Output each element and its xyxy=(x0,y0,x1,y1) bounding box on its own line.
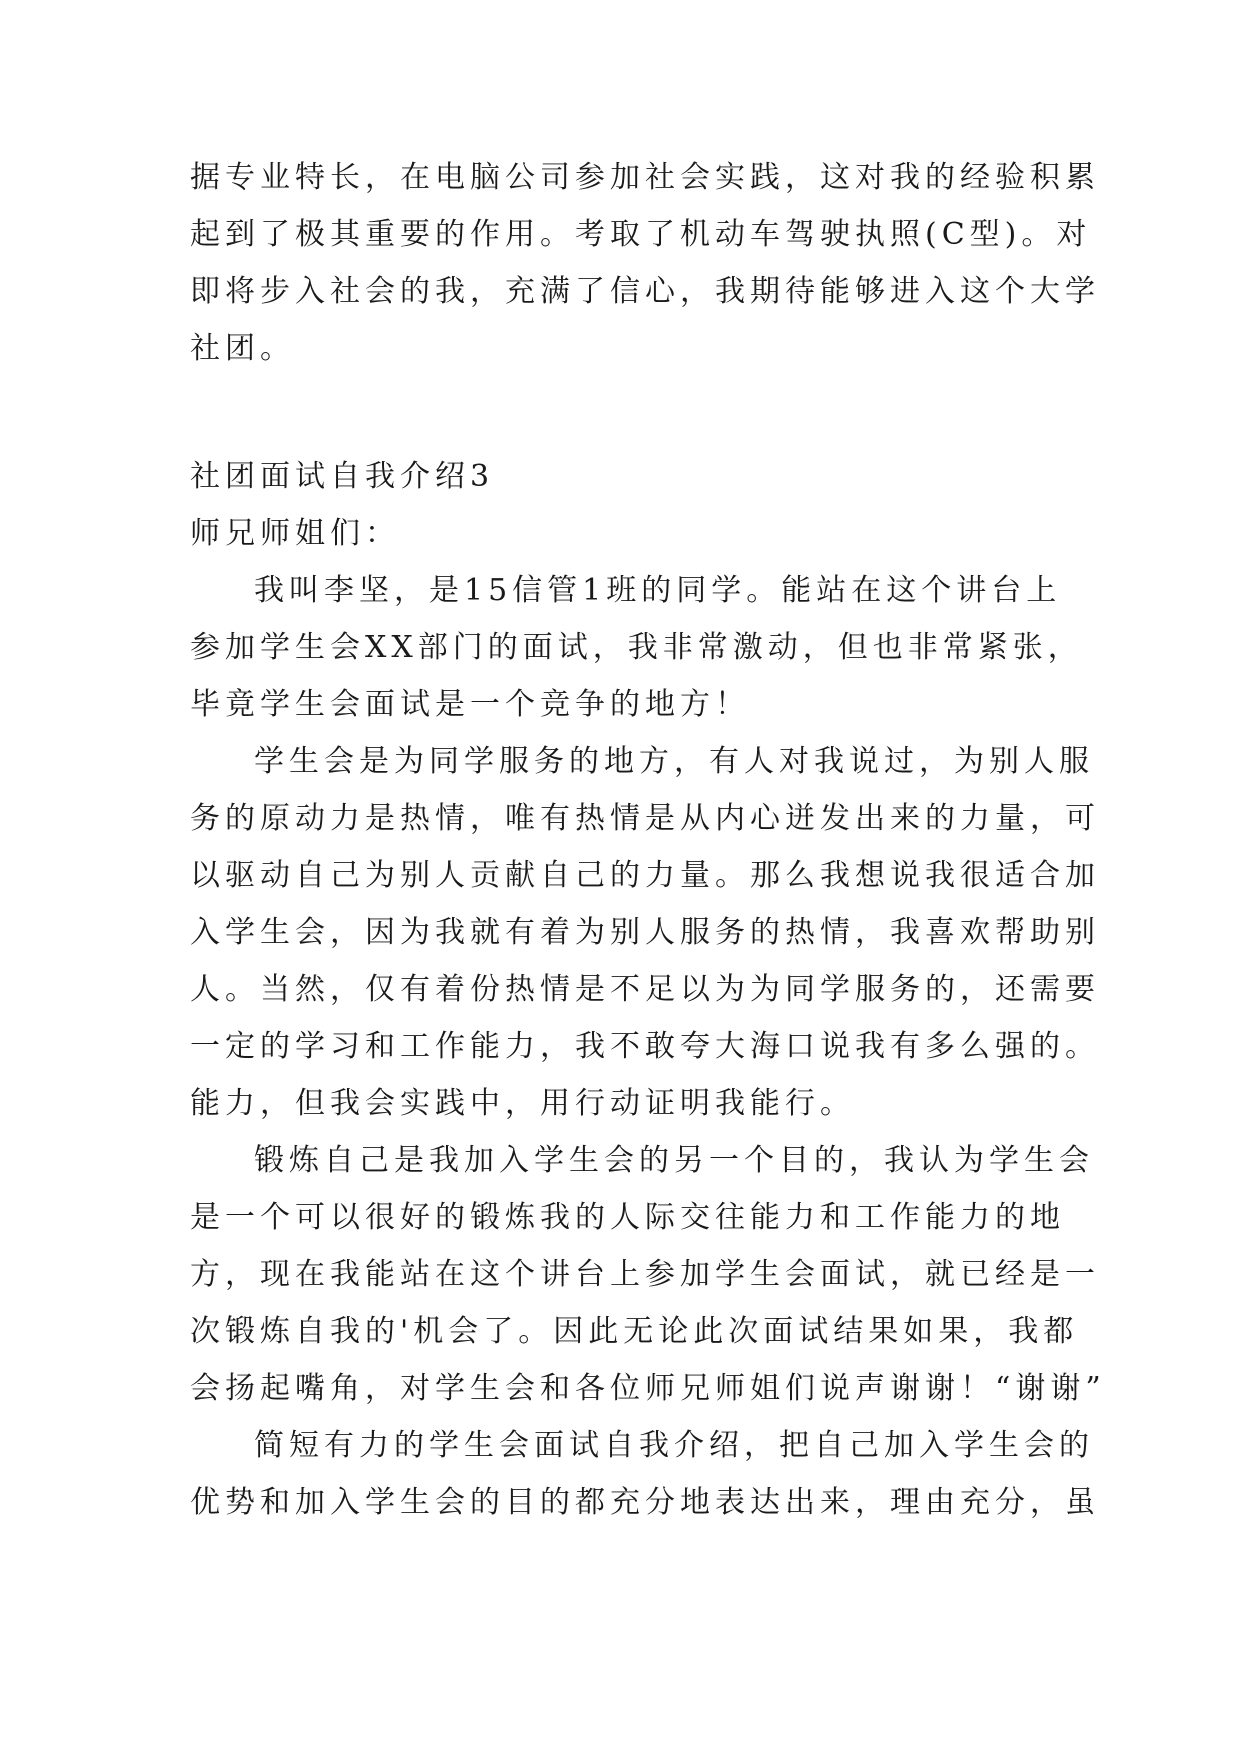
paragraph-2-line: 以驱动自己为别人贡献自己的力量。那么我想说我很适合加 xyxy=(190,858,1100,893)
text-line: 起到了极其重要的作用。考取了机动车驾驶执照(C型)。对 xyxy=(190,217,1092,252)
paragraph-1-line: 我叫李坚，是15信管1班的同学。能站在这个讲台上 xyxy=(254,573,1062,608)
section-heading: 社团面试自我介绍3 xyxy=(190,459,495,494)
paragraph-3-line: 锻炼自己是我加入学生会的另一个目的，我认为学生会 xyxy=(254,1143,1094,1178)
paragraph-3-line: 次锻炼自我的'机会了。因此无论此次面试结果如果，我都 xyxy=(190,1314,1079,1349)
text-line: 即将步入社会的我，充满了信心，我期待能够进入这个大学 xyxy=(190,274,1100,309)
paragraph-1-line: 毕竟学生会面试是一个竞争的地方！ xyxy=(190,687,750,722)
paragraph-2-line: 学生会是为同学服务的地方，有人对我说过，为别人服 xyxy=(254,744,1094,779)
paragraph-3-line: 会扬起嘴角，对学生会和各位师兄师姐们说声谢谢！“谢谢” xyxy=(190,1371,1106,1406)
paragraph-2-line: 入学生会，因为我就有着为别人服务的热情，我喜欢帮助别 xyxy=(190,915,1100,950)
text-line: 据专业特长，在电脑公司参加社会实践，这对我的经验积累 xyxy=(190,160,1100,195)
paragraph-1-line: 参加学生会XX部门的面试，我非常激动，但也非常紧张， xyxy=(190,630,1083,665)
text-line: 社团。 xyxy=(190,331,295,366)
paragraph-4-line: 简短有力的学生会面试自我介绍，把自己加入学生会的 xyxy=(254,1428,1094,1463)
paragraph-2-line: 一定的学习和工作能力，我不敢夸大海口说我有多么强的。 xyxy=(190,1029,1100,1064)
paragraph-3-line: 是一个可以很好的锻炼我的人际交往能力和工作能力的地 xyxy=(190,1200,1065,1235)
paragraph-2-line: 能力，但我会实践中，用行动证明我能行。 xyxy=(190,1086,855,1121)
paragraph-2-line: 务的原动力是热情，唯有热情是从内心迸发出来的力量，可 xyxy=(190,801,1100,836)
paragraph-3-line: 方，现在我能站在这个讲台上参加学生会面试，就已经是一 xyxy=(190,1257,1100,1292)
paragraph-4-line: 优势和加入学生会的目的都充分地表达出来，理由充分，虽 xyxy=(190,1485,1100,1520)
paragraph-2-line: 人。当然，仅有着份热情是不足以为为同学服务的，还需要 xyxy=(190,972,1100,1007)
salutation: 师兄师姐们： xyxy=(190,516,400,551)
